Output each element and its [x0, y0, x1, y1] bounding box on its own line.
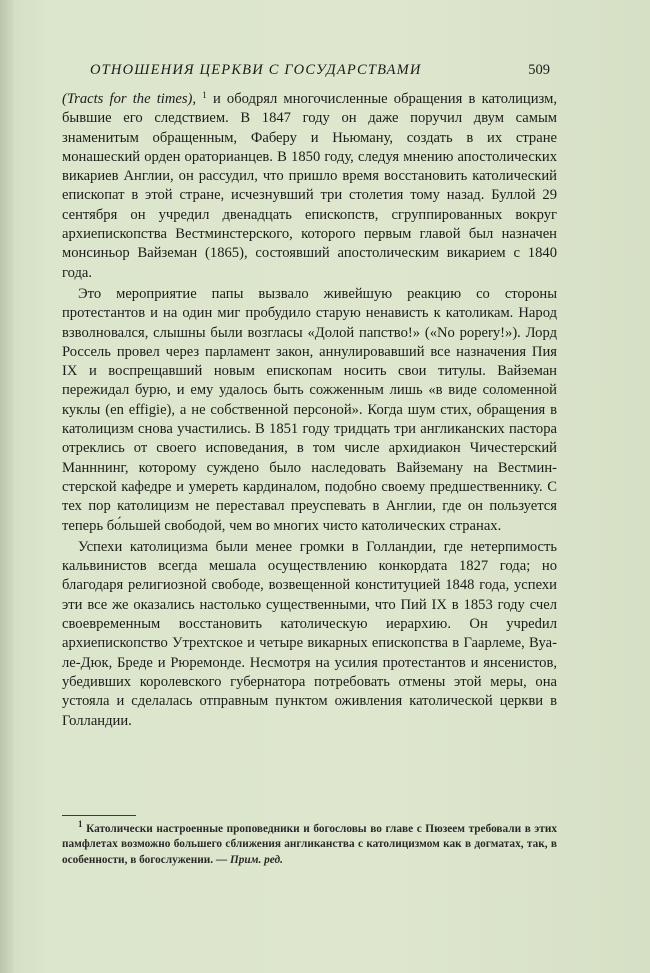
footnote-divider: [62, 815, 136, 816]
paragraph-2: Это мероприятие папы вызвало живейшую реакцию со стороны протестантов и на один миг пробудило старую ненависть к католикам. Народ взволновался, слышны были возгласы «Долой папство!» («No popery!»). Лорд Россель провел через парламент закон, аннулировавший все назначения Пия IX и воспрещавший новым епископам носить свои титулы. Вайземан пережидал бурю, и ему удалось быть сожженным лишь «в виде соломенной куклы (en effigie), а не собственной персоной». Когда шум стих, обращения в католицизм снова участились. В 1851 году тридцать три англиканских пастора отреклись от своего исповедания, в том числе архидиакон Чичестерский Манннинг, которому суждено было наследовать Вайземану на Вестминстерской кафедре и умереть кардиналом, подобно своему предшественнику. С тех пор католицизм не переставал преуспевать в Англии, где он пользуется теперь бо́льшей свободой, чем во многих чисто католических странах.: [62, 285, 557, 534]
footnote-marker: 1: [78, 819, 83, 829]
footnote-text: Католически настроенные проповедники и богословы во главе с Пюзеем требовали в этих памфлетах возможно большего сближения англиканства с католицизмом как в догматах, так, в особенности, в богослужении. —: [62, 823, 557, 866]
main-text: [62, 90, 557, 731]
footnote: [62, 819, 557, 868]
page-gutter-shadow: [0, 0, 14, 973]
paragraph-3: Успехи католицизма были менее громки в Голландии, где нетерпимость кальвинистов всегда мешала осуществлению конкордата 1827 года; но благодаря религиозной свободе, возвещенной конституцией 1848 года, успехи эти все же оказались настолько существенными, что Пий IX в 1853 году счел своевременным восстановить католическую иерархию. Он учреdил архиепископство Утрехтское и четыре викарных епископства в Гаарлеме, Вуа-ле-Дюк, Бреде и Рюремонде. Несмотря на усилия протестантов и янсенистов, убедивших королевского губернатора потребовать отмены этой меры, она устояла и сделалась отправным пунктом оживления католической церкви в Голландии.: [62, 538, 557, 729]
footnote-signature: Прим. ред.: [230, 853, 283, 866]
running-title: ОТНОШЕНИЯ ЦЕРКВИ С ГОСУДАРСТВАМИ: [90, 62, 422, 78]
footnote-reference: 1: [202, 90, 207, 100]
page-number: 509: [528, 62, 550, 78]
paragraph-1-text: и ободрял многочисленные обращения в католицизм, бывшие его следствием. В 1847 году он даже поручил двум самым знаменитым обращенным, Фаберу и Ньюману, создать в их стране монашеский орден ораторианцев. В 1850 году, следуя мнению апостолических викариев Англии, он рассудил, что пришло время восстановить католический епископат в этой стране, исчезнувший три столетия тому назад. Буллой 29 сентября он учредил двенадцать епископств, сгруппированных вокруг архиепископства Вестминстерского, которого первым главой был назначен монсиньор Вайземан (1865), состоявший апостолическим викарием с 1840 года.: [62, 91, 557, 281]
paragraph-1: [62, 90, 557, 283]
tracts-title: (Tracts for the times),: [62, 91, 197, 107]
running-header: [90, 62, 550, 84]
